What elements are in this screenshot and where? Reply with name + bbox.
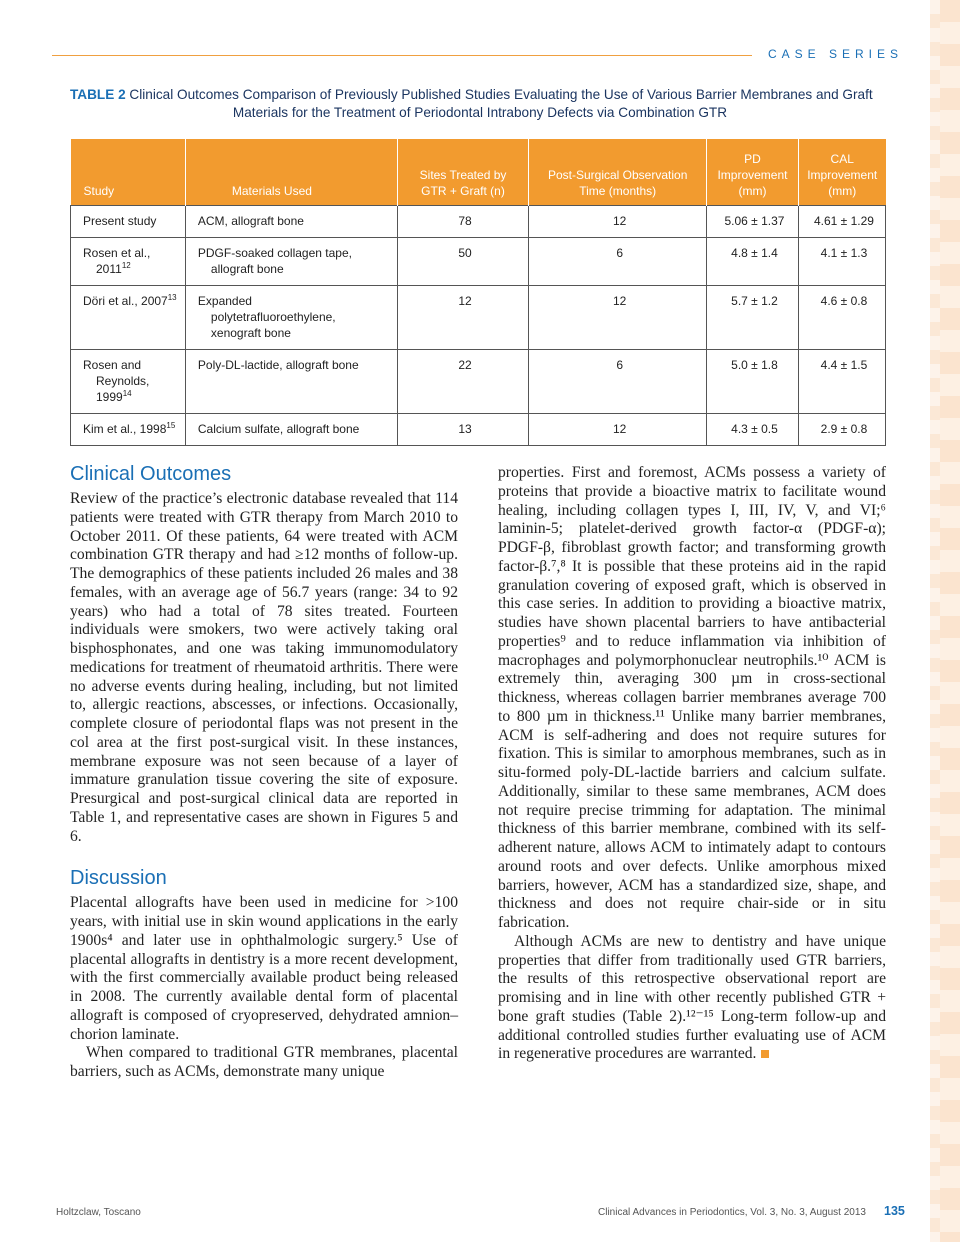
cell-time: 6 [529, 238, 707, 286]
table-caption [70, 86, 890, 122]
paragraph-discussion-1: Placental allografts have been used in medicine for >100 years, with initial use in skin wound applications in the early 1900s⁴ and later use in ophthalmologic surgery.⁵ Use of placental allografts in dentistry is a more recent development, with the first commercially available product being released in 2008. The currently available dental form of placental allograft is composed of cryopreserved, dehydrated amnion–chorion laminate. [70, 894, 458, 1043]
cell-study: Rosen et al., 2011$^{12}$ [71, 238, 186, 286]
table-header-row [71, 139, 886, 206]
heading-clinical-outcomes: Clinical Outcomes [70, 463, 232, 485]
ref-superscript: 15 [166, 421, 176, 430]
cell-cal: 4.4 ± 1.5 [798, 350, 885, 414]
left-text-column [70, 462, 458, 1082]
cell-cal: 2.9 ± 0.8 [798, 414, 885, 446]
cell-materials: Poly-DL-lactide, allograft bone [185, 350, 397, 414]
col-header-sites: Sites Treated by GTR + Graft (n) [397, 139, 529, 206]
ref-superscript: 12 [121, 261, 131, 270]
table-row [71, 286, 886, 350]
decorative-side-strip [930, 0, 960, 1242]
ref-superscript: 14 [122, 389, 132, 398]
table-row [71, 238, 886, 286]
cell-materials: Expanded polytetrafluoroethylene, xenograft bone [185, 286, 397, 350]
cell-sites: 78 [397, 206, 529, 238]
cell-sites: 13 [397, 414, 529, 446]
cell-time: 6 [529, 350, 707, 414]
cell-pd: 5.7 ± 1.2 [706, 286, 798, 350]
section-label: CASE SERIES [768, 47, 904, 61]
col-header-study: Study [71, 139, 186, 206]
outcomes-table [70, 139, 886, 446]
cell-sites: 12 [397, 286, 529, 350]
table-row [71, 206, 886, 238]
caption-line2: Materials for the Treatment of Periodontal Intrabony Defects via Combination GTR [232, 105, 728, 120]
cell-cal: 4.6 ± 0.8 [798, 286, 885, 350]
cell-pd: 4.3 ± 0.5 [706, 414, 798, 446]
table-label: TABLE 2 [70, 87, 126, 102]
cell-pd: 5.0 ± 1.8 [706, 350, 798, 414]
cell-materials: Calcium sulfate, allograft bone [185, 414, 397, 446]
paragraph-properties: properties. First and foremost, ACMs possess a variety of proteins that provide a bioactive matrix to facilitate wound healing, including collagen types I, III, IV, V, and VI;⁶ laminin-5; platelet-derived growth factor-α (PDGF-α); PDGF-β, fibroblast growth factor; and transforming growth factor-β.⁷,⁸ It is possible that these proteins aid in the rapid granulation covering of exposed graft, which is observed in this case series. In addition to providing a bioactive matrix, studies have shown placental barriers to have antibacterial properties⁹ and to reduce inflammation via inhibition of macrophages and polymorphonuclear neutrophils.¹⁰ ACM is extremely thin, averaging 300 µm in cross-sectional thickness, whereas collagen barrier membranes average 700 to 800 µm in thickness.¹¹ Unlike many barrier membranes, ACM is self-adhering and does not require sutures for fixation. This is similar to amorphous membranes, such as in situ-formed poly-DL-lactide barriers and calcium sulfate. Additionally, similar to these same membranes, ACM does not require precise trimming for adaptation. The minimal thickness of this barrier membrane, combined with its self-adherent nature, allows ACM to intimately adapt to contours around roots and over defects. Unlike amorphous mixed barriers, however, ACM has a standardized size, shape, and thickness and does not require chair-side or in situ fabrication. [498, 464, 886, 931]
cell-pd: 4.8 ± 1.4 [706, 238, 798, 286]
paragraph-clinical-outcomes: Review of the practice’s electronic database revealed that 114 patients were treated with GTR therapy from March 2010 to October 2011. Of these patients, 64 were treated with ACM combination GTR therapy and had ≥12 months of follow-up. The demographics of these patients included 26 males and 38 females, with an average age of 56.7 years (range: 34 to 92 years) who had a total of 78 sites treated. Fourteen individuals were smokers, two were actively taking oral bisphosphonates, and one was taking immunomodulatory medications for treatment of rheumatoid arthritis. There were no adverse events during healing, including, but not limited to, allergic reactions, abscesses, or infections. Occasionally, complete closure of periodontal flaps was not present in the col area at the first post-surgical visit. In these instances, membrane exposure was not seen because of a layer of immature granulation tissue covering the site of exposure. Presurgical and post-surgical clinical data are reported in Table 1, and representative cases are shown in Figures 5 and 6. [70, 490, 458, 845]
footer-journal: Clinical Advances in Periodontics, Vol. 3, No. 3, August 2013 [598, 1207, 866, 1218]
col-header-observation: Post-Surgical Observation Time (months) [529, 139, 707, 206]
table-row [71, 414, 886, 446]
col-header-materials: Materials Used [185, 139, 397, 206]
paragraph-discussion-2: When compared to traditional GTR membranes, placental barriers, such as ACMs, demonstrate many unique [70, 1044, 458, 1080]
right-text-column [498, 464, 886, 1064]
cell-time: 12 [529, 286, 707, 350]
cell-study: Döri et al., 2007$^{13}$ [71, 286, 186, 350]
cell-materials: ACM, allograft bone [185, 206, 397, 238]
cell-sites: 50 [397, 238, 529, 286]
cell-sites: 22 [397, 350, 529, 414]
ref-superscript: 13 [167, 293, 177, 302]
end-of-article-square-icon [761, 1050, 769, 1058]
cell-study: Kim et al., 1998$^{15}$ [71, 414, 186, 446]
header-rule [52, 55, 752, 56]
caption-line1: Clinical Outcomes Comparison of Previously Published Studies Evaluating the Use of Various Barrier Membranes and Graft [129, 87, 873, 102]
cell-time: 12 [529, 414, 707, 446]
col-header-cal: CAL Improvement (mm) [798, 139, 885, 206]
cell-time: 12 [529, 206, 707, 238]
table-row [71, 350, 886, 414]
col-header-pd: PD Improvement (mm) [706, 139, 798, 206]
page-number: 135 [884, 1204, 905, 1218]
footer-authors: Holtzclaw, Toscano [56, 1207, 141, 1218]
cell-study: Present study [71, 206, 186, 238]
cell-materials: PDGF-soaked collagen tape, allograft bone [185, 238, 397, 286]
paragraph-conclusion: Although ACMs are new to dentistry and have unique properties that differ from traditionally used GTR barriers, the results of this retrospective observational report are promising and in line with other recently published GTR + bone graft studies (Table 2).¹²⁻¹⁵ Long-term follow-up and additional controlled studies further evaluating use of ACM in regenerative procedures are warranted. [498, 932, 886, 1063]
cell-cal: 4.61 ± 1.29 [798, 206, 885, 238]
cell-cal: 4.1 ± 1.3 [798, 238, 885, 286]
cell-study: Rosen and Reynolds, 1999$^{14}$ [71, 350, 186, 414]
cell-pd: 5.06 ± 1.37 [706, 206, 798, 238]
heading-discussion: Discussion [70, 867, 167, 890]
